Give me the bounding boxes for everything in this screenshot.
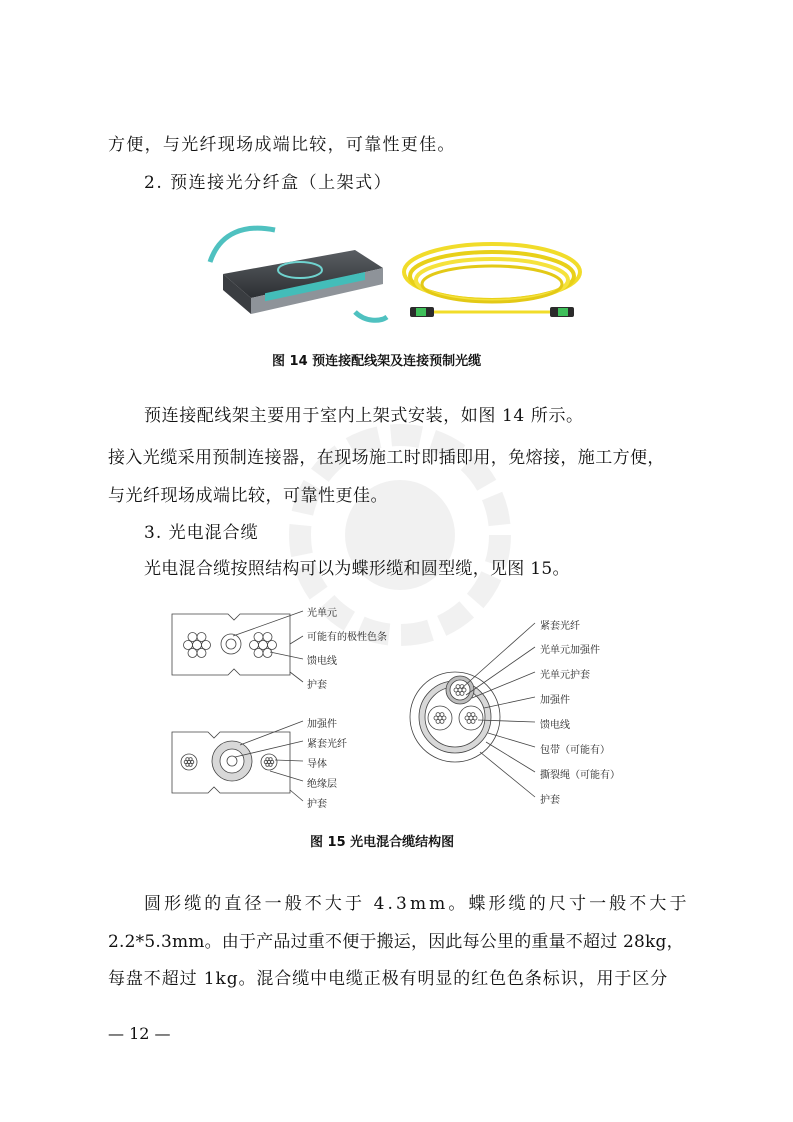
paragraph-line: 与光纤现场成端比较，可靠性更佳。 [108, 486, 388, 506]
label-tight-buffered-fiber: 紧套光纤 [307, 739, 347, 750]
section-heading: 2. 预连接光分纤盒（上架式） [144, 173, 393, 193]
label-insulation: 绝缘层 [307, 779, 337, 790]
patch-panel-image [205, 222, 390, 327]
label-sheath: 护套 [540, 795, 560, 806]
section-heading: 3. 光电混合缆 [144, 523, 259, 543]
paragraph-line: 2.2*5.3mm。由于产品过重不便于搬运，因此每公里的重量不超过 28kg， [108, 932, 684, 952]
label-tight-buffered-fiber: 紧套光纤 [540, 621, 580, 632]
figure-14-caption: 图 14 预连接配线架及连接预制光缆 [272, 354, 482, 369]
label-polarity-stripe: 可能有的极性色条 [307, 632, 387, 643]
label-conductor: 导体 [307, 759, 327, 770]
label-feeder-wire: 馈电线 [540, 720, 570, 731]
paragraph-line: 光电混合缆按照结构可以为蝶形缆和圆型缆，见图 15。 [144, 559, 570, 579]
label-unit-strength-member: 光单元加强件 [540, 645, 600, 656]
figure-15-caption: 图 15 光电混合缆结构图 [310, 835, 455, 850]
page-number: — 12 — [108, 1024, 171, 1043]
label-ripcord: 撕裂绳（可能有） [540, 770, 620, 781]
label-tape: 包带（可能有） [540, 745, 610, 756]
paragraph-line: 方便，与光纤现场成端比较，可靠性更佳。 [108, 135, 456, 155]
label-strength-member: 加强件 [307, 719, 337, 730]
preterminated-cable-image [400, 232, 585, 327]
paragraph-line: 每盘不超过 1kg。混合缆中电缆正极有明显的红色色条标识，用于区分 [108, 969, 669, 989]
paragraph-line: 接入光缆采用预制连接器，在现场施工时即插即用，免熔接，施工方便， [108, 448, 665, 468]
paragraph-line: 圆形缆的直径一般不大于 4.3mm。蝶形缆的尺寸一般不大于 [144, 894, 690, 914]
label-strength-member: 加强件 [540, 695, 570, 706]
label-unit-sheath: 光单元护套 [540, 670, 590, 681]
label-sheath: 护套 [307, 799, 327, 810]
label-optical-unit: 光单元 [307, 608, 337, 619]
label-feeder-wire: 馈电线 [307, 656, 337, 667]
label-sheath: 护套 [307, 680, 327, 691]
paragraph-line: 预连接配线架主要用于室内上架式安装，如图 14 所示。 [144, 406, 584, 426]
